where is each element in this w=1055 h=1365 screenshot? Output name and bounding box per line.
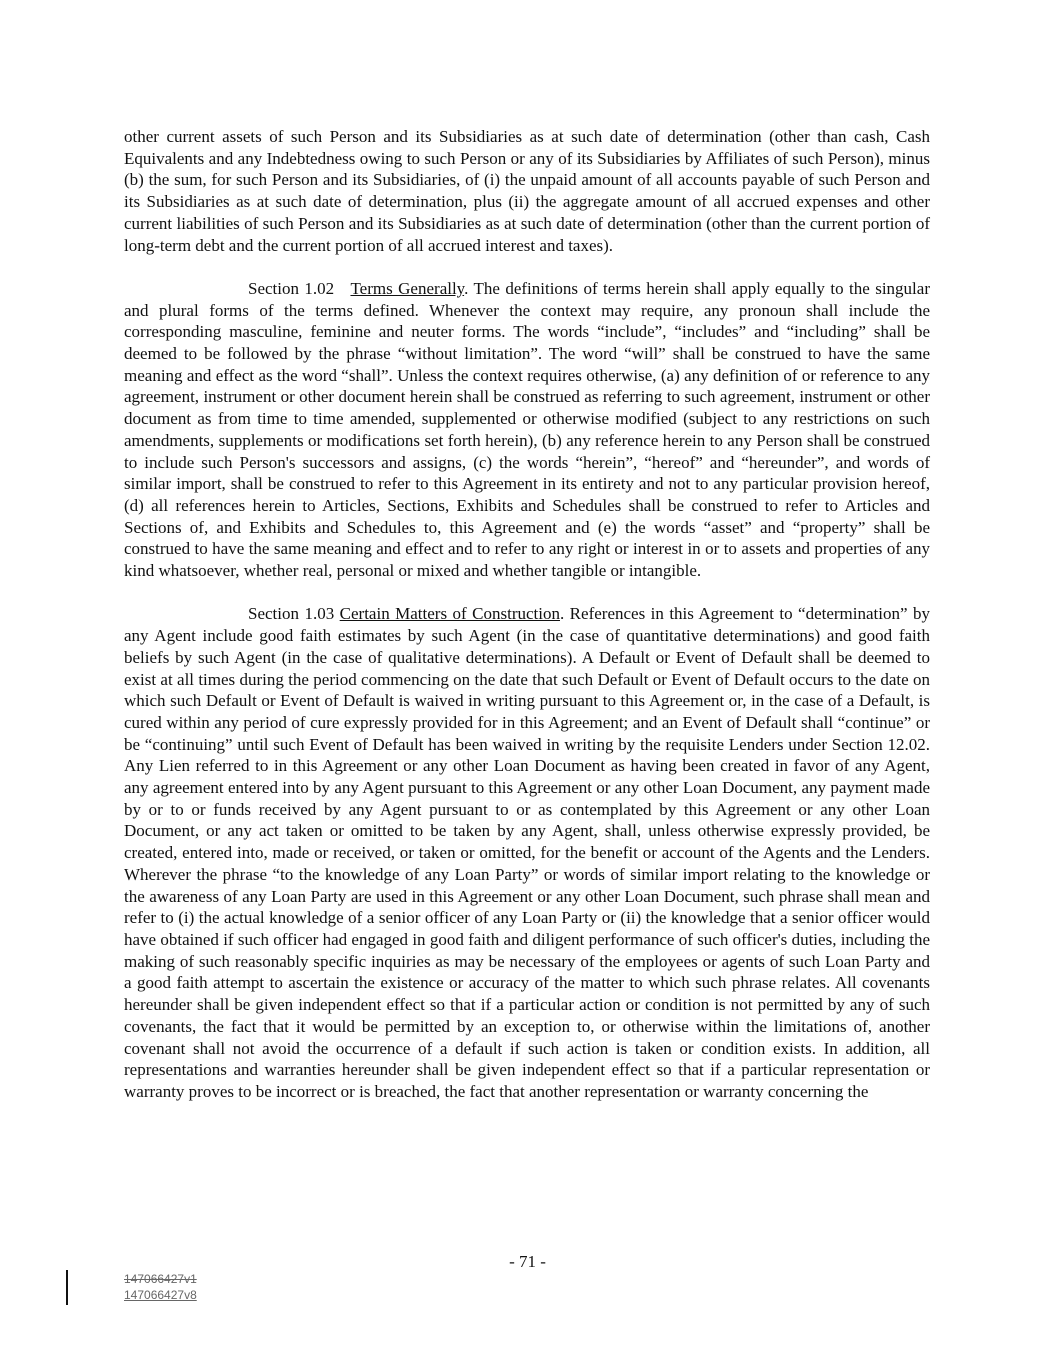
document-body <box>124 126 930 1103</box>
section-text: . The definitions of terms herein shall apply equally to the singular and plural forms of the terms defined. Whenever the context may require, any pronoun shall include the corresponding masculine, feminine and neuter forms. The words “include”, “includes” and “including” shall be deemed to be followed by the phrase “without limitation”. The word “will” shall be construed to have the same meaning and effect as the word “shall”. Unless the context requires otherwise, (a) any definition of or reference to any agreement, instrument or other document herein shall be construed as referring to such agreement, instrument or other document as from time to time amended, supplemented or otherwise modified (subject to any restrictions on such amendments, supplements or modifications set forth herein), (b) any reference herein to any Person shall be construed to include such Person's successors and assigns, (c) the words “herein”, “hereof” and “hereunder”, and words of similar import, shall be construed to refer to this Agreement in its entirety and not to any particular provision hereof, (d) all references herein to Articles, Sections, Exhibits and Schedules shall be construed to refer to Articles and Sections of, and Exhibits and Schedules to, this Agreement and (e) the words “asset” and “property” shall be construed to have the same meaning and effect and to refer to any right or interest in or to assets and properties of any kind whatsoever, whether real, personal or mixed and whether tangible or intangible. <box>124 278 930 581</box>
document-id-deleted: 147066427v1 <box>124 1272 197 1286</box>
section-heading: Certain Matters of Construction <box>339 604 560 624</box>
section-number: Section 1.02 <box>248 278 335 298</box>
section-number: Section 1.03 <box>248 604 335 624</box>
section-heading: Terms Generally <box>350 278 465 298</box>
page-number: - 71 - <box>509 1252 546 1271</box>
continuation-paragraph: other current assets of such Person and its Subsidiaries as at such date of determination (other than cash, Cash Equivalents and any Indebtedness owing to such Person or any of its Subsidiaries by Affiliates of such Person), minus (b) the sum, for such Person and its Subsidiaries, of (i) the unpaid amount of all accounts payable of such Person and its Subsidiaries as at such date of determination, plus (ii) the aggregate amount of all accrued expenses and other current liabilities of such Person and its Subsidiaries as at such date of determination (other than the current portion of long-term debt and the current portion of all accrued interest and taxes). <box>124 127 930 255</box>
revision-change-bar <box>66 1270 68 1305</box>
section-1-03-paragraph <box>124 603 930 1102</box>
document-id-inserted: 147066427v8 <box>124 1288 197 1302</box>
section-1-02-paragraph <box>124 278 930 582</box>
section-text: . References in this Agreement to “determination” by any Agent include good faith estimates by such Agent (in the case of quantitative determinations) and good faith beliefs by such Agent (in the case of qualitative determinations). A Default or Event of Default shall be deemed to exist at all times during the period commencing on the date that such Default or Event of Default occurs to the date on which such Default or Event of Default is waived in writing pursuant to this Agreement or, in the case of a Default, is cured within any period of cure expressly provided for in this Agreement; and an Event of Default shall “continue” or be “continuing” until such Event of Default has been waived in writing by the requisite Lenders under Section 12.02. Any Lien referred to in this Agreement or any other Loan Document as having been created in favor of any Agent, any agreement entered into by any Agent pursuant to this Agreement or any other Loan Document, any payment made by or to or funds received by any Agent pursuant to or as contemplated by this Agreement or any other Loan Document, or any act taken or omitted to be taken by any Agent, shall, unless otherwise expressly provided, be created, entered into, made or received, or taken or omitted, for the benefit or account of the Agents and the Lenders. Wherever the phrase “to the knowledge of any Loan Party” or words of similar import relating to the knowledge or the awareness of any Loan Party are used in this Agreement or any other Loan Document, such phrase shall mean and refer to (i) the actual knowledge of a senior officer of any Loan Party or (ii) the knowledge that a senior officer would have obtained if such officer had engaged in good faith and diligent performance of such officer's duties, including the making of such reasonably specific inquiries as may be necessary of the employees or agents of such Loan Party and a good faith attempt to ascertain the existence or accuracy of the matter to which such phrase relates. All covenants hereunder shall be given independent effect so that if a particular action or condition is not permitted by any of such covenants, the fact that it would be permitted by an exception to, or otherwise within the limitations of, another covenant shall not avoid the occurrence of a default if such action is taken or condition exists. In addition, all representations and warranties hereunder shall be given independent effect so that if a particular representation or warranty proves to be incorrect or is breached, the fact that another representation or warranty concerning the <box>124 604 930 1101</box>
